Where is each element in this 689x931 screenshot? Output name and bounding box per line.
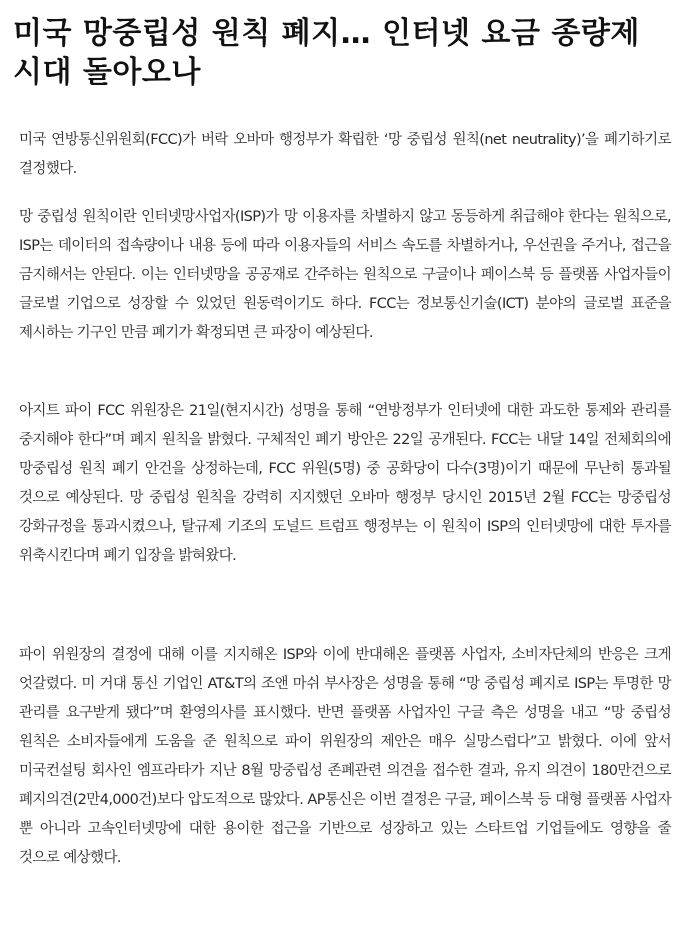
- article-paragraph-4: 파이 위원장의 결정에 대해 이를 지지해온 ISP와 이에 반대해온 플랫폼 사업자, 소비자단체의 반응은 크게 엇갈렸다. 미 거대 통신 기업인 AT&T의 조앤 마쉬 부사장은 성명을 통해 “망 중립성 폐지로 ISP는 투명한 망 관리를 요구받게 됐다”며 환영의사를 표시했다. 반면 플랫폼 사업자인 구글 측은 성명을 내고 “망 중립성 원칙은 소비자들에게 도움을 준 원칙으로 파이 위원장의 제안은 매우 실망스럽다”고 밝혔다. 이에 앞서 미국컨설팅 회사인 엠프라타가 지난 8월 망중립성 존폐관련 의견을 접수한 결과, 유지 의견이 180만건으로 폐지의견(2만4,000건)보다 압도적으로 많았다. AP통신은 이번 결정은 구글, 페이스북 등 대형 플랫폼 사업자 뿐 아니라 고속인터넷망에 대한 용이한 접근을 기반으로 성장하고 있는 스타트업 기업들에도 영향을 줄 것으로 예상했다.: [19, 647, 671, 866]
- article-paragraph-2: 망 중립성 원칙이란 인터넷망사업자(ISP)가 망 이용자를 차별하지 않고 동등하게 취급해야 한다는 원칙으로, ISP는 데이터의 접속량이나 내용 등에 따라 이용자들의 서비스 속도를 차별하거나, 우선권을 주거나, 접근을 금지해서는 안된다. 이는 인터넷망을 공공재로 간주하는 원칙으로 구글이나 페이스북 등 플랫폼 사업자들이 글로벌 기업으로 성장할 수 있었던 원동력이기도 하다. FCC는 정보통신기술(ICT) 분야의 글로벌 표준을 제시하는 기구인 만큼 폐기가 확정되면 큰 파장이 예상된다.: [19, 209, 671, 341]
- article-paragraph-3: 아지트 파이 FCC 위원장은 21일(현지시간) 성명을 통해 “연방정부가 인터넷에 대한 과도한 통제와 관리를 중지해야 한다”며 폐지 원칙을 밝혔다. 구체적인 폐기 방안은 22일 공개된다. FCC는 내달 14일 전체회의에 망중립성 원칙 폐기 안건을 상정하는데, FCC 위원(5명) 중 공화당이 다수(3명)이기 때문에 무난히 통과될 것으로 예상된다. 망 중립성 원칙을 강력히 지지했던 오바마 행정부 당시인 2015년 2월 FCC는 망중립성 강화규정을 통과시켰으나, 탈규제 기조의 도널드 트럼프 행정부는 이 원칙이 ISP의 인터넷망에 대한 투자를 위축시킨다며 폐기 입장을 밝혀왔다.: [19, 403, 671, 564]
- article-paragraph-1: 미국 연방통신위원회(FCC)가 버락 오바마 행정부가 확립한 ‘망 중립성 원칙(net neutrality)’을 폐기하기로 결정했다.: [19, 132, 671, 177]
- article-title: 미국 망중립성 원칙 폐지… 인터넷 요금 종량제 시대 돌아오나: [13, 16, 640, 90]
